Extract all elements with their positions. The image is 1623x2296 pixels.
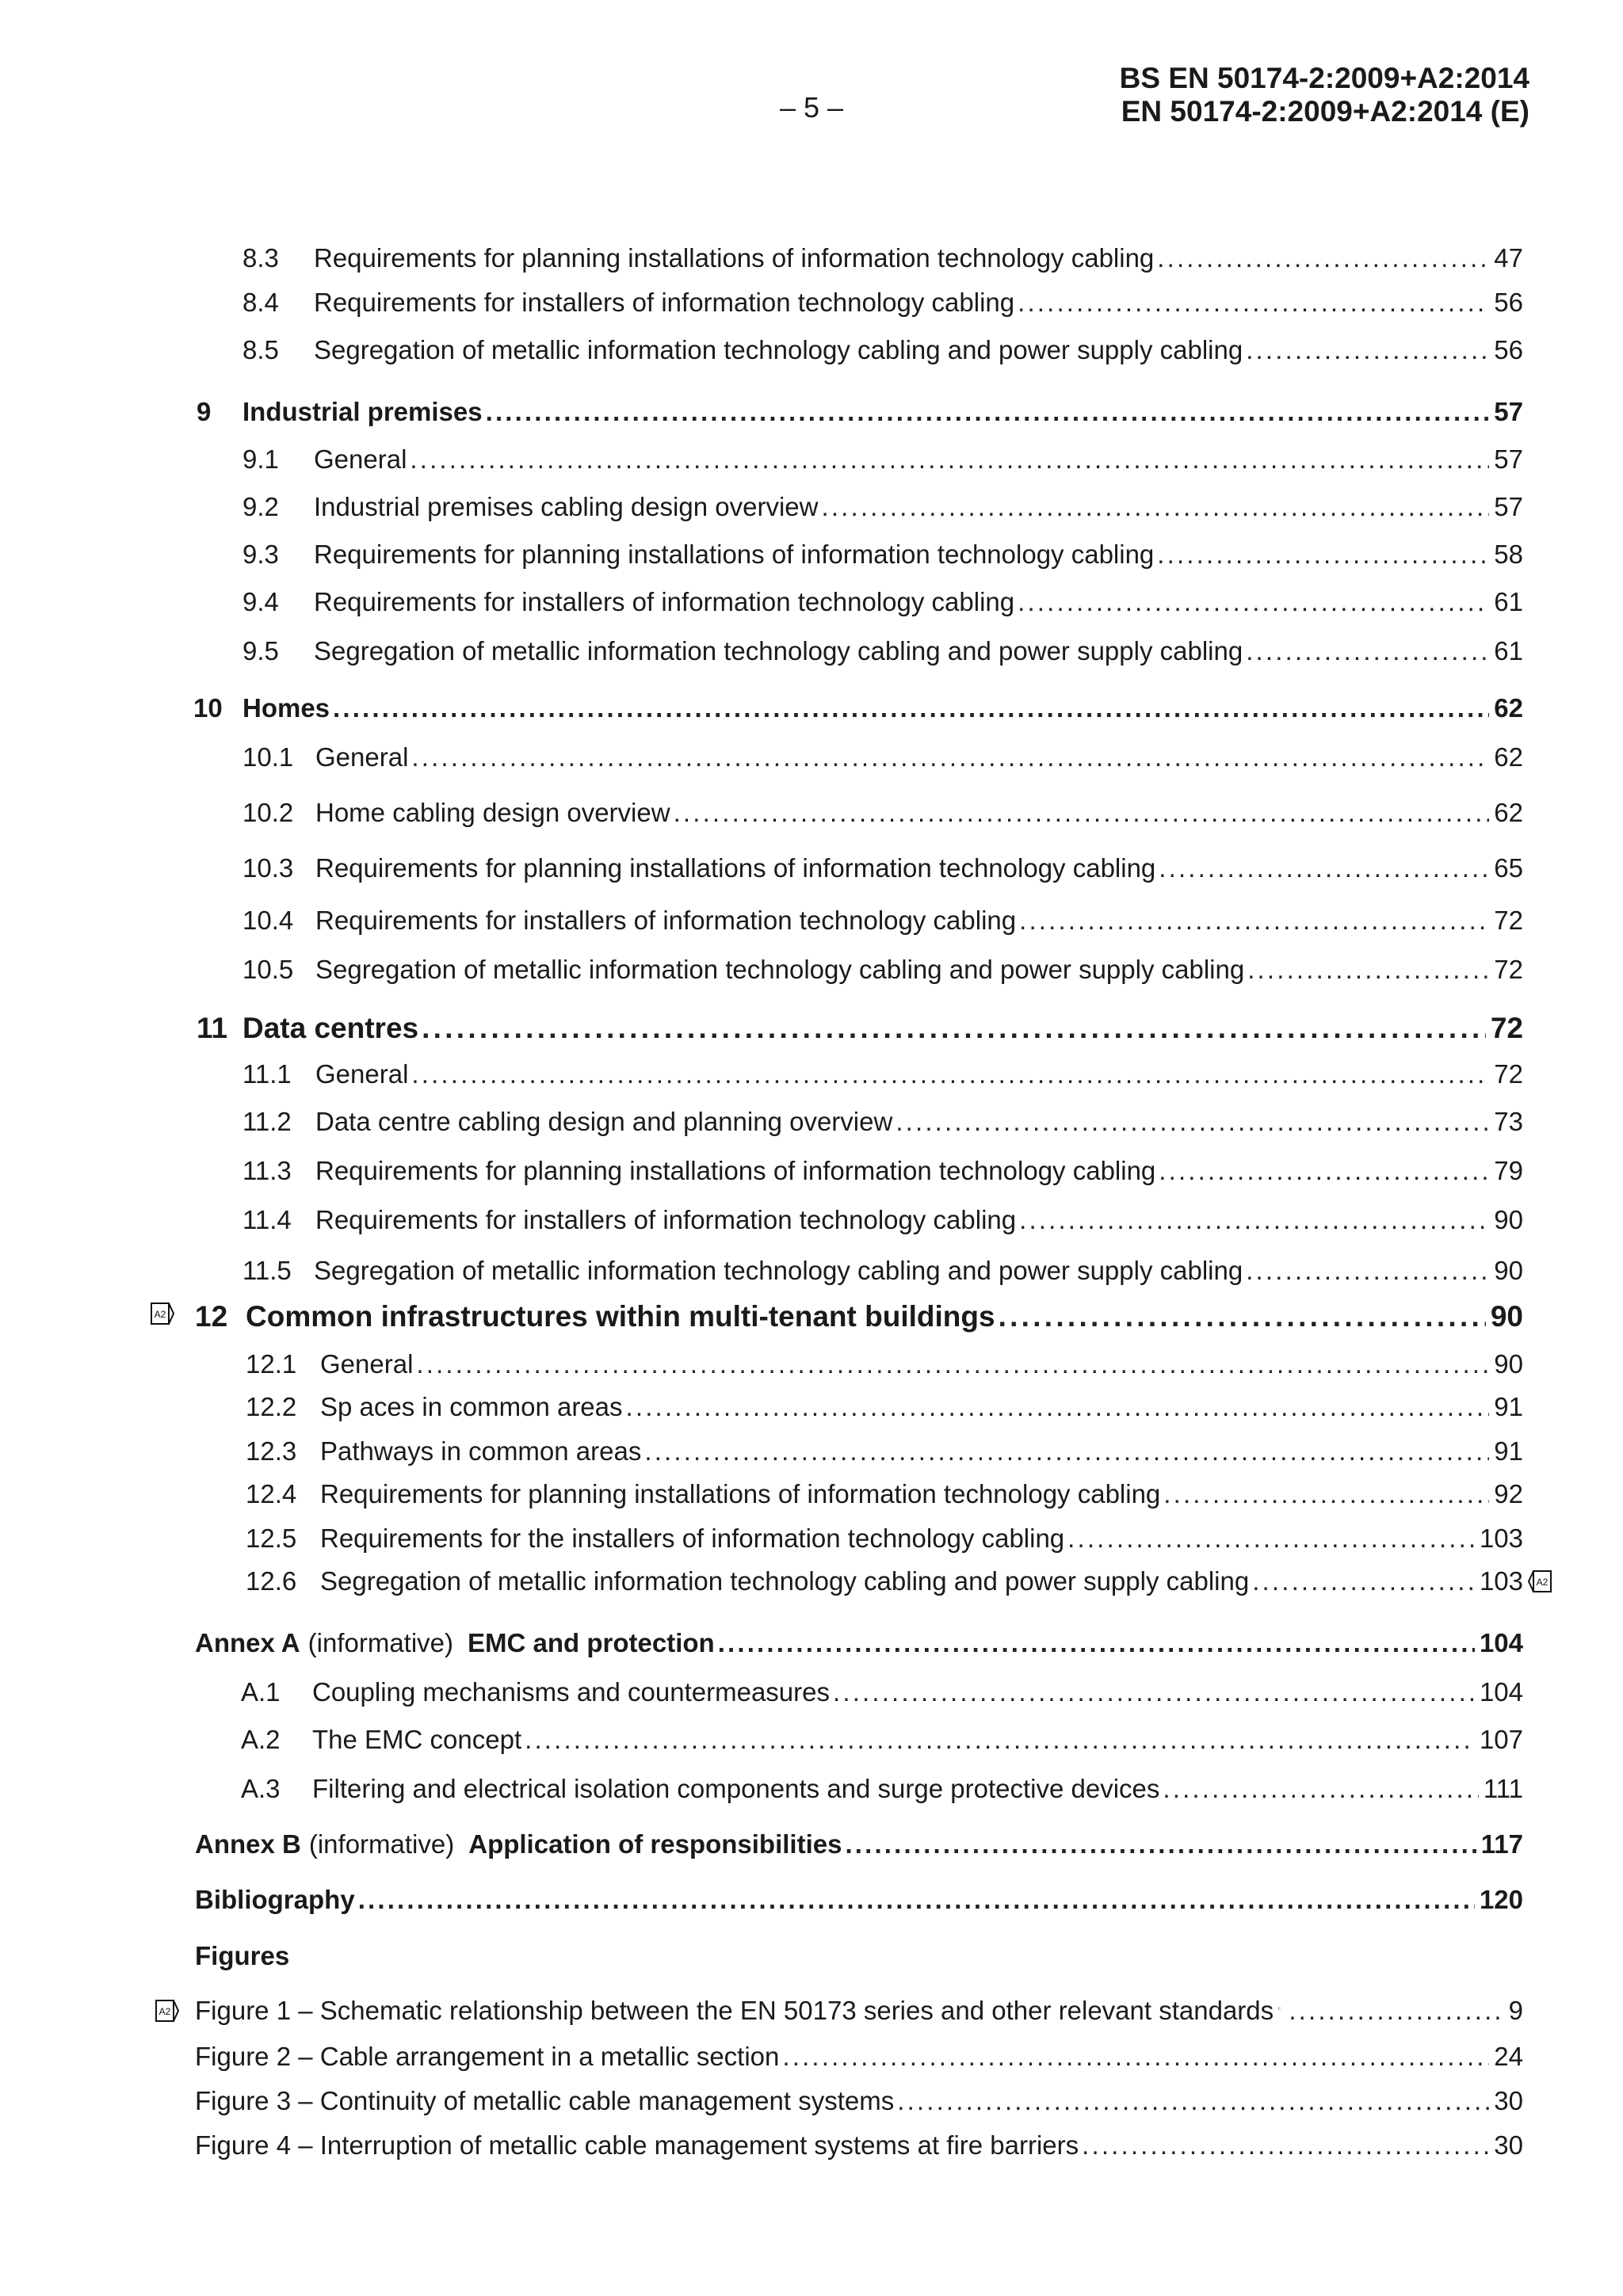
dot-leader — [718, 1624, 1475, 1662]
dot-leader — [1159, 849, 1489, 887]
toc-entry[interactable] — [0, 632, 1623, 670]
toc-entry-title: Requirements for planning installations of information technology cabling — [320, 1479, 1161, 1508]
toc-entry-number: 11.4 — [242, 1205, 292, 1234]
dot-leader — [845, 1825, 1476, 1863]
toc-entry-page: 61 — [1494, 587, 1523, 616]
toc-entry-page: 72 — [1494, 906, 1523, 935]
dot-leader — [411, 738, 1489, 776]
toc-entry-page: 91 — [1494, 1392, 1523, 1421]
dot-leader — [525, 1721, 1475, 1759]
figure-entry-page: 9 — [1508, 1996, 1523, 2025]
toc-entry[interactable] — [0, 1103, 1623, 1141]
figure-entry[interactable] — [0, 1992, 1623, 2030]
toc-entry-page: 104 — [1479, 1677, 1523, 1707]
toc-entry-page: 62 — [1494, 798, 1523, 827]
toc-entry-page: 58 — [1494, 540, 1523, 569]
dot-leader — [1246, 632, 1489, 670]
standard-id-line-1: BS EN 50174-2:2009+A2:2014 — [1119, 62, 1529, 94]
toc-entry-number: 11.2 — [242, 1107, 292, 1136]
figures-heading: Figures — [195, 1941, 290, 1970]
toc-entry-page: 57 — [1494, 444, 1523, 474]
annex-title: EMC and protection — [468, 1628, 715, 1657]
dot-leader — [833, 1673, 1475, 1711]
amendment-end-marker-icon — [1528, 1570, 1552, 1592]
toc-entry[interactable] — [0, 583, 1623, 621]
toc-annex-b[interactable] — [0, 1825, 1623, 1863]
toc-entry-page: 65 — [1494, 853, 1523, 883]
toc-entry-page: 79 — [1494, 1156, 1523, 1185]
dot-leader — [999, 1298, 1486, 1336]
toc-annex-a[interactable] — [0, 1624, 1623, 1662]
toc-entry[interactable] — [0, 331, 1623, 369]
toc-entry-number: 12.1 — [246, 1349, 297, 1379]
dot-leader — [1246, 1252, 1489, 1290]
toc-entry-title: Requirements for installers of information technology cabling — [315, 1205, 1017, 1234]
dot-leader — [782, 2038, 1489, 2076]
toc-entry-number: 9.4 — [242, 587, 279, 616]
toc-entry[interactable] — [0, 1673, 1623, 1711]
figure-entry[interactable] — [0, 2038, 1623, 2076]
toc-entry-page: 72 — [1490, 1012, 1523, 1044]
dot-leader — [333, 689, 1489, 727]
toc-entry-title: Filtering and electrical isolation components and surge protective devices — [312, 1774, 1160, 1803]
toc-entry-page: 111 — [1483, 1774, 1523, 1803]
toc-entry-number: 12.6 — [246, 1566, 297, 1596]
toc-entry[interactable] — [0, 1721, 1623, 1759]
annex-title: Application of responsibilities — [468, 1829, 842, 1859]
figure-entry[interactable] — [0, 2082, 1623, 2120]
dot-leader — [422, 1009, 1486, 1047]
toc-chapter[interactable] — [0, 689, 1623, 727]
toc-bibliography[interactable] — [0, 1881, 1623, 1919]
toc-entry-title: Pathways in common areas — [320, 1436, 642, 1466]
toc-entry-number: 8.4 — [242, 288, 279, 317]
toc-entry-number: 12.3 — [246, 1436, 297, 1466]
figure-entry[interactable] — [0, 2126, 1623, 2164]
dot-leader — [1159, 1152, 1489, 1190]
toc-entry-title: Industrial premises cabling design overview — [314, 492, 819, 521]
toc-entry-page: 90 — [1490, 1300, 1523, 1333]
toc-entry-number: 12 — [195, 1300, 228, 1333]
toc-entry-page: 62 — [1494, 742, 1523, 772]
dot-leader — [897, 2082, 1489, 2120]
toc-entry-number: A.3 — [241, 1774, 281, 1803]
dot-leader — [644, 1432, 1489, 1470]
figure-entry-title: Figure 4 – Interruption of metallic cable management systems at fire barriers — [195, 2130, 1079, 2160]
toc-entry-title: Industrial premises — [242, 397, 483, 426]
toc-entry-page: 73 — [1494, 1107, 1523, 1136]
toc-entry-number: 11.5 — [242, 1256, 292, 1285]
toc-entry-title: General — [315, 742, 409, 772]
dot-leader — [1019, 902, 1489, 940]
toc-entry-title: General — [314, 444, 407, 474]
toc-entry-title: Requirements for planning installations of information technology cabling — [315, 1156, 1156, 1185]
toc-entry-title: Requirements for planning installations of information technology cabling — [315, 853, 1156, 883]
dot-leader — [896, 1103, 1489, 1141]
standard-id-line-2: EN 50174-2:2009+A2:2014 (E) — [1121, 95, 1529, 128]
toc-entry-title: Requirements for planning installations of information technology cabling — [314, 243, 1155, 273]
dot-leader — [1289, 1992, 1503, 2030]
figure-entry-title: Figure 3 – Continuity of metallic cable management systems — [195, 2086, 895, 2115]
annex-qualifier: (informative) — [307, 1628, 454, 1657]
toc-entry-page: 57 — [1494, 397, 1523, 426]
svg-text:A2: A2 — [154, 1309, 166, 1320]
toc-entry[interactable] — [0, 284, 1623, 322]
toc-entry[interactable] — [0, 1475, 1623, 1513]
toc-entry[interactable] — [0, 1345, 1623, 1383]
toc-entry-title: Requirements for installers of information technology cabling — [314, 587, 1015, 616]
toc-entry[interactable] — [0, 794, 1623, 832]
dot-leader — [1019, 1201, 1489, 1239]
toc-entry-title: Common infrastructures within multi-tenant buildings — [246, 1300, 995, 1333]
toc-entry-number: 11.1 — [242, 1059, 292, 1089]
dot-leader — [674, 794, 1490, 832]
svg-text:A2: A2 — [158, 2006, 171, 2017]
toc-entry-title: Coupling mechanisms and countermeasures — [312, 1677, 831, 1707]
toc-entry-page: 91 — [1494, 1436, 1523, 1466]
toc-entry-number: 9.5 — [242, 636, 279, 666]
dot-leader — [358, 1881, 1475, 1919]
toc-entry[interactable] — [0, 1055, 1623, 1093]
toc-entry[interactable] — [0, 902, 1623, 940]
dot-leader — [626, 1388, 1490, 1426]
page-number: – 5 – — [779, 91, 844, 124]
toc-entry-page: 104 — [1479, 1628, 1523, 1657]
toc-entry[interactable] — [0, 1770, 1623, 1808]
toc-entry-title: Home cabling design overview — [315, 798, 670, 827]
toc-entry-number: 10.5 — [242, 955, 294, 984]
toc-entry-page: 90 — [1494, 1256, 1523, 1285]
annex-label: Annex B — [195, 1829, 301, 1859]
toc-entry[interactable] — [0, 488, 1623, 526]
toc-entry-page: 72 — [1494, 955, 1523, 984]
figure-entry-title: Figure 2 – Cable arrangement in a metallic section — [195, 2042, 780, 2071]
toc-entry[interactable] — [0, 536, 1623, 574]
toc-entry-page: 103 — [1479, 1566, 1523, 1596]
toc-entry-number: A.2 — [241, 1725, 281, 1754]
toc-entry-number: 11 — [197, 1012, 228, 1044]
toc-chapter[interactable] — [0, 1298, 1623, 1336]
dot-leader — [1067, 1520, 1475, 1558]
toc-entry-title: General — [320, 1349, 414, 1379]
toc-entry-page: 56 — [1494, 288, 1523, 317]
toc-entry[interactable] — [0, 1152, 1623, 1190]
figure-entry-page: 30 — [1494, 2130, 1523, 2160]
toc-entry[interactable] — [0, 1388, 1623, 1426]
toc-entry-number: A.1 — [241, 1677, 281, 1707]
toc-entry-title: Requirements for the installers of information technology cabling — [320, 1524, 1065, 1553]
toc-entry-title: Data centre cabling design and planning overview — [315, 1107, 893, 1136]
dot-leader — [1163, 1475, 1489, 1513]
toc-entry-title: General — [315, 1059, 409, 1089]
toc-entry-page: 56 — [1494, 335, 1523, 364]
toc-entry-number: 9.3 — [242, 540, 279, 569]
toc-entry-number: 11.3 — [242, 1156, 292, 1185]
toc-entry-number: 12.5 — [246, 1524, 297, 1553]
toc-entry-title: Data centres — [242, 1012, 419, 1044]
dot-leader — [486, 393, 1490, 431]
toc-entry-title: Segregation of metallic information technology cabling and power supply cabling — [320, 1566, 1250, 1596]
dot-leader — [410, 441, 1489, 479]
figure-entry-page: 24 — [1494, 2042, 1523, 2071]
dot-leader — [1018, 583, 1489, 621]
toc-entry-page: 107 — [1479, 1725, 1523, 1754]
dot-leader — [416, 1345, 1489, 1383]
toc-entry-title: The EMC concept — [312, 1725, 522, 1754]
toc-entry-page: 61 — [1494, 636, 1523, 666]
toc-entry-number: 12.2 — [246, 1392, 297, 1421]
toc-entry-title: Segregation of metallic information technology cabling and power supply cabling — [314, 335, 1243, 364]
toc-entry-page: 62 — [1494, 693, 1523, 723]
dot-leader — [1157, 239, 1489, 277]
toc-entry-number: 9.2 — [242, 492, 279, 521]
dot-leader — [1246, 331, 1489, 369]
toc-entry-page: 117 — [1480, 1829, 1523, 1859]
toc-entry-page: 90 — [1494, 1205, 1523, 1234]
toc-entry-title: Segregation of metallic information technology cabling and power supply cabling — [314, 1256, 1243, 1285]
dot-leader — [1247, 951, 1489, 989]
toc-entry-page: 103 — [1479, 1524, 1523, 1553]
dot-leader — [821, 488, 1489, 526]
toc-entry[interactable] — [0, 441, 1623, 479]
toc-entry-page: 72 — [1494, 1059, 1523, 1089]
dot-leader — [1163, 1770, 1478, 1808]
toc-entry-title: Requirements for planning installations of information technology cabling — [314, 540, 1155, 569]
toc-entry-title: Segregation of metallic information technology cabling and power supply cabling — [314, 636, 1243, 666]
toc-entry[interactable] — [0, 738, 1623, 776]
toc-entry-number: 10.4 — [242, 906, 294, 935]
toc-entry[interactable] — [0, 1520, 1623, 1558]
toc-entry-page: 47 — [1494, 243, 1523, 273]
toc-entry[interactable] — [0, 239, 1623, 277]
toc-entry-number: 9.1 — [242, 444, 279, 474]
toc-entry-page: 120 — [1479, 1885, 1523, 1914]
toc-entry[interactable] — [0, 849, 1623, 887]
toc-entry-title: Sp aces in common areas — [320, 1392, 623, 1421]
toc-entry-title: Bibliography — [195, 1885, 355, 1914]
toc-entry[interactable] — [0, 1432, 1623, 1470]
toc-entry-number: 10 — [193, 693, 223, 723]
dot-leader — [1018, 284, 1489, 322]
dot-leader — [1082, 2126, 1489, 2164]
toc-entry[interactable] — [0, 951, 1623, 989]
amendment-end-marker-icon — [1278, 1997, 1281, 2019]
toc-entry-number: 9 — [197, 397, 212, 426]
toc-entry-title: Requirements for installers of information technology cabling — [315, 906, 1017, 935]
toc-entry-page: 57 — [1494, 492, 1523, 521]
toc-entry-title: Requirements for installers of information technology cabling — [314, 288, 1015, 317]
dot-leader — [1157, 536, 1489, 574]
toc-entry-title: Segregation of metallic information technology cabling and power supply cabling — [315, 955, 1245, 984]
figure-entry-page: 30 — [1494, 2086, 1523, 2115]
figure-entry-title: Figure 1 – Schematic relationship between the EN 50173 series and other relevant standards — [195, 1996, 1274, 2025]
toc-entry-number: 10.3 — [242, 853, 294, 883]
annex-qualifier: (informative) — [308, 1829, 455, 1859]
dot-leader — [411, 1055, 1489, 1093]
toc-entry-page: 90 — [1494, 1349, 1523, 1379]
dot-leader — [1252, 1562, 1475, 1600]
svg-text:A2: A2 — [1536, 1577, 1549, 1588]
toc-entry-number: 10.2 — [242, 798, 294, 827]
annex-label: Annex A — [195, 1628, 300, 1657]
toc-entry-number: 10.1 — [242, 742, 294, 772]
toc-chapter[interactable] — [0, 1009, 1623, 1047]
toc-entry-number: 8.5 — [242, 335, 279, 364]
toc-entry[interactable] — [0, 1201, 1623, 1239]
toc-entry[interactable] — [0, 1252, 1623, 1290]
toc-entry-title: Homes — [242, 693, 330, 723]
toc-chapter[interactable] — [0, 393, 1623, 431]
toc-entry[interactable] — [0, 1562, 1623, 1600]
toc-entry-page: 92 — [1494, 1479, 1523, 1508]
svg-text:A2: A2 — [1279, 2008, 1281, 2010]
toc-entry-number: 8.3 — [242, 243, 279, 273]
toc-entry-number: 12.4 — [246, 1479, 297, 1508]
